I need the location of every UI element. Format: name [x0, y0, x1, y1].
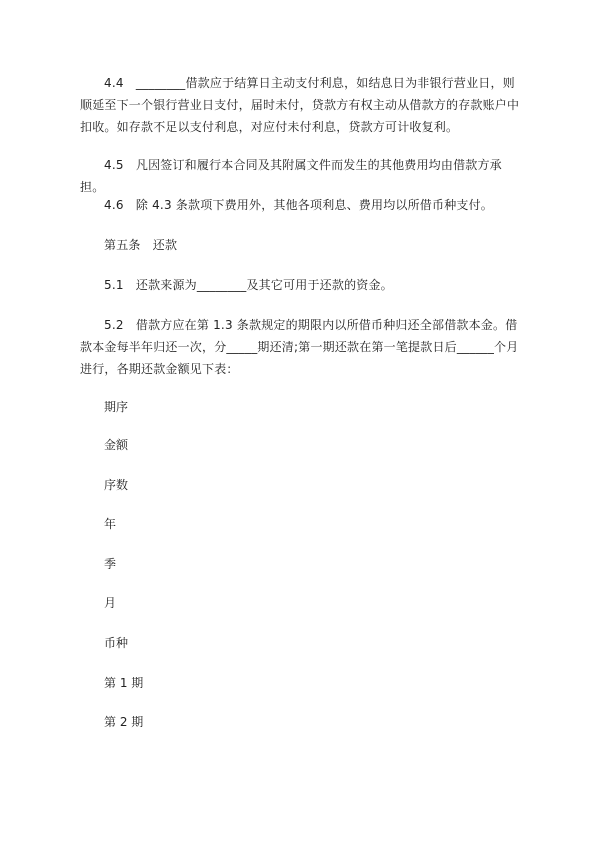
table-cell-period: 期序 [104, 400, 129, 414]
table-cell-year: 年 [104, 517, 117, 531]
table-cell-amount: 金额 [104, 438, 129, 452]
clause-4-6: 4.6 除 4.3 条款项下费用外，其他各项利息、费用均以所借币种支付。 [104, 198, 493, 212]
table-cell-quarter: 季 [104, 557, 117, 571]
article-5-heading: 第五条 还款 [104, 238, 178, 252]
clause-4-4: 4.4 ________借款应于结算日主动支付利息，如结息日为非银行营业日，则顺延至下一个银行营业日支付，届时未付，贷款方有权主动从借款方的存款账户中扣收。如存款不足以支付利息，对应付未付利息，贷款方可计收复利。 [80, 76, 520, 134]
table-cell-period-1: 第 1 期 [104, 676, 144, 690]
clause-5-2: 5.2 借款方应在第 1.3 条款规定的期限内以所借币种归还全部借款本金。借款本金每半年归还一次，分_____期还清;第一期还款在第一笔提款日后______个月进行，各期还款金额见下表： [80, 318, 519, 376]
clause-5-1: 5.1 还款来源为________及其它可用于还款的资金。 [104, 278, 393, 292]
table-cell-period-2: 第 2 期 [104, 715, 144, 729]
table-cell-sequence: 序数 [104, 478, 129, 492]
table-cell-month: 月 [104, 596, 117, 610]
clause-4-5: 4.5 凡因签订和履行本合同及其附属文件而发生的其他费用均由借款方承担。 [80, 158, 502, 194]
table-cell-currency: 币种 [104, 636, 129, 650]
